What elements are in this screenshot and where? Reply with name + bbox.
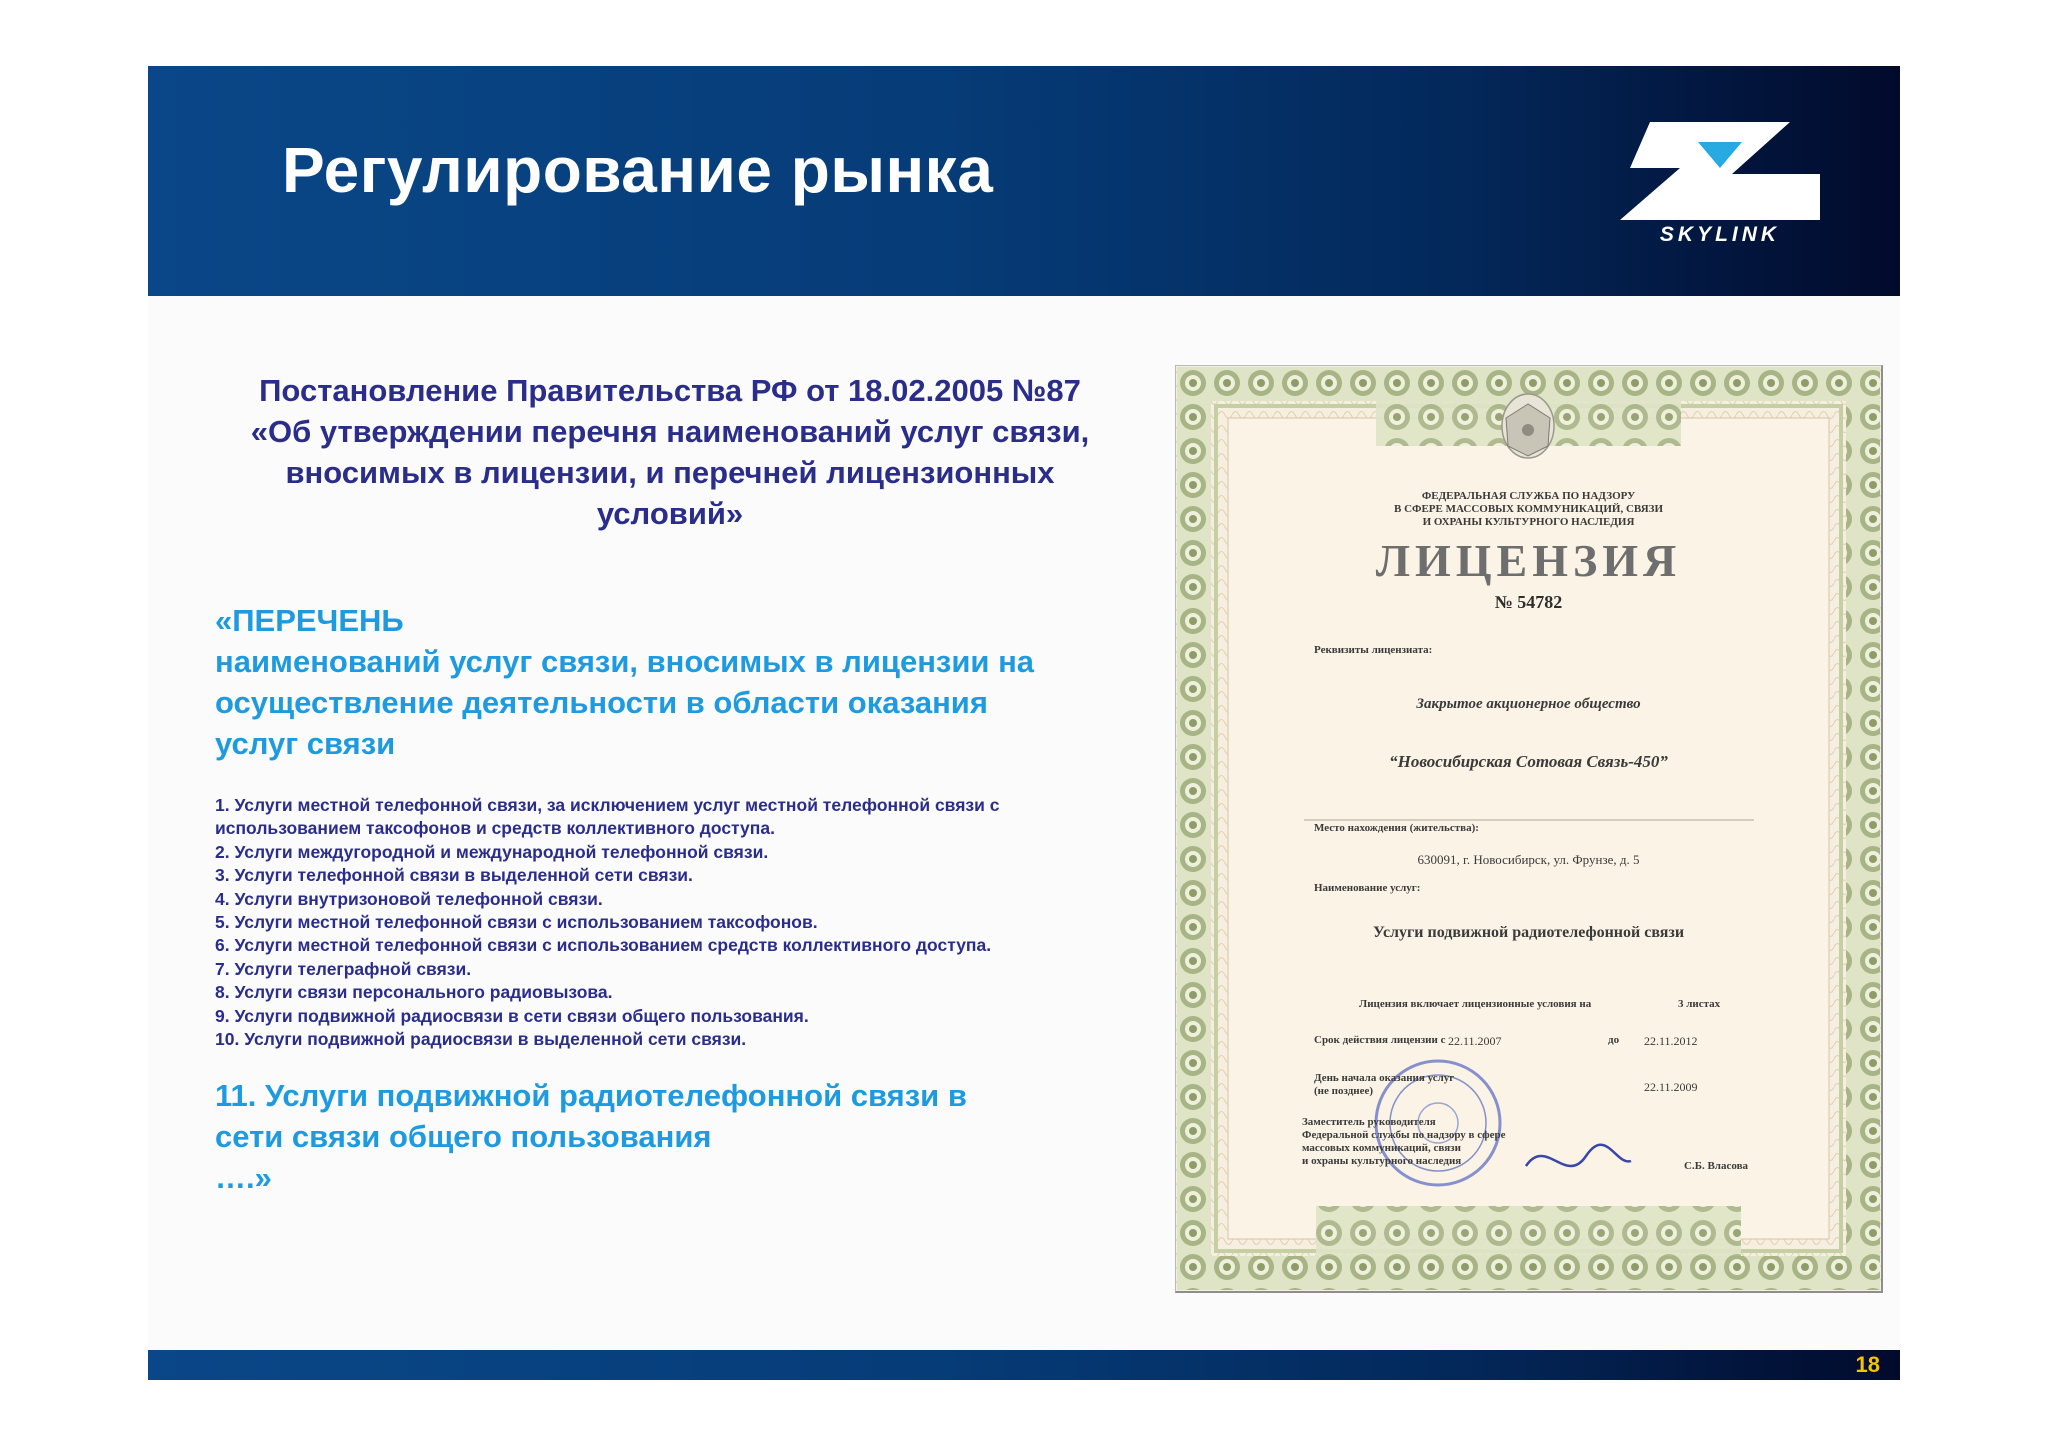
valid-from-date: 22.11.2007 bbox=[1448, 1034, 1502, 1048]
location-label: Место нахождения (жительства): bbox=[1314, 822, 1479, 834]
validity-label: Срок действия лицензии с bbox=[1314, 1034, 1446, 1046]
service-item: 10. Услуги подвижной радиосвязи в выделенной сети связи. bbox=[215, 1029, 747, 1050]
service-item: 8. Услуги связи персонального радиовызова. bbox=[215, 982, 613, 1003]
license-heading: ЛИЦЕНЗИЯ bbox=[1375, 535, 1682, 586]
perechen-heading bbox=[215, 600, 1155, 764]
service-item: 6. Услуги местной телефонной связи с использованием средств коллективного доступа. bbox=[215, 935, 992, 956]
perechen-line: осуществление деятельности в области оказания bbox=[215, 685, 988, 720]
license-agency-line: ФЕДЕРАЛЬНАЯ СЛУЖБА ПО НАДЗОРУ bbox=[1421, 490, 1636, 502]
service-item: 4. Услуги внутризоновой телефонной связи. bbox=[215, 888, 603, 909]
license-address: 630091, г. Новосибирск, ул. Фрунзе, д. 5 bbox=[1417, 852, 1640, 867]
valid-to-label: до bbox=[1608, 1034, 1620, 1046]
highlighted-service-line: ….» bbox=[215, 1160, 272, 1195]
decree-line: условий» bbox=[596, 496, 744, 531]
conditions-sheets: 3 листах bbox=[1678, 998, 1721, 1010]
logo-wordmark: SKYLINK bbox=[1659, 223, 1781, 246]
signatory-line: массовых коммуникаций, связи bbox=[1302, 1142, 1461, 1154]
slide-footer bbox=[148, 1350, 1900, 1380]
perechen-line: услуг связи bbox=[215, 726, 396, 761]
decree-line: Постановление Правительства РФ от 18.02.2005 №87 bbox=[259, 373, 1081, 408]
license-agency-line: И ОХРАНЫ КУЛЬТУРНОГО НАСЛЕДИЯ bbox=[1422, 516, 1635, 528]
highlighted-service bbox=[215, 1075, 1155, 1198]
signatory-line: и охраны культурного наследия bbox=[1302, 1155, 1462, 1167]
license-service: Услуги подвижной радиотелефонной связи bbox=[1372, 924, 1685, 941]
services-label: Наименование услуг: bbox=[1314, 882, 1421, 894]
skylink-logo bbox=[1620, 116, 1820, 246]
licensee-name: “Новосибирская Сотовая Связь-450” bbox=[1389, 752, 1668, 771]
service-item: 2. Услуги междугородной и международной телефонной связи. bbox=[215, 841, 769, 862]
perechen-line: «ПЕРЕЧЕНЬ bbox=[215, 603, 404, 638]
page-number: 18 bbox=[1855, 1352, 1880, 1377]
start-date: 22.11.2009 bbox=[1644, 1080, 1698, 1094]
service-item: 7. Услуги телеграфной связи. bbox=[215, 958, 472, 979]
start-date-label: (не позднее) bbox=[1314, 1085, 1374, 1097]
service-item: 1. Услуги местной телефонной связи, за исключением услуг местной телефонной связи с bbox=[215, 795, 1000, 815]
service-item: использованием таксофонов и средств коллективного доступа. bbox=[215, 818, 775, 839]
highlighted-service-line: сети связи общего пользования bbox=[215, 1119, 712, 1154]
decree-title bbox=[190, 370, 1150, 534]
signatory-line: Заместитель руководителя bbox=[1302, 1116, 1436, 1128]
valid-to-date: 22.11.2012 bbox=[1644, 1034, 1698, 1048]
license-document-image bbox=[1175, 365, 1883, 1293]
services-list bbox=[215, 794, 1155, 1051]
decree-line: «Об утверждении перечня наименований услуг связи, bbox=[250, 414, 1090, 449]
perechen-line: наименований услуг связи, вносимых в лицензии на bbox=[215, 644, 1035, 679]
skylink-logo-mark bbox=[1620, 116, 1820, 226]
licensee-type: Закрытое акционерное общество bbox=[1416, 696, 1641, 712]
decree-line: вносимых в лицензии, и перечней лицензионных bbox=[285, 455, 1055, 490]
signer-name: С.Б. Власова bbox=[1684, 1160, 1749, 1172]
service-item: 3. Услуги телефонной связи в выделенной сети связи. bbox=[215, 865, 693, 886]
license-number: № 54782 bbox=[1494, 592, 1563, 612]
slide-title: Регулирование рынка bbox=[282, 134, 994, 206]
licensee-label: Реквизиты лицензиата: bbox=[1314, 644, 1433, 656]
highlighted-service-line: 11. Услуги подвижной радиотелефонной связи в bbox=[215, 1078, 967, 1113]
start-date-label: День начала оказания услуг bbox=[1314, 1072, 1455, 1084]
coat-of-arms-icon bbox=[1502, 394, 1554, 458]
license-agency-line: В СФЕРЕ МАССОВЫХ КОММУНИКАЦИЙ, СВЯЗИ bbox=[1393, 503, 1663, 515]
conditions-text: Лицензия включает лицензионные условия на bbox=[1359, 998, 1592, 1010]
service-item: 9. Услуги подвижной радиосвязи в сети связи общего пользования. bbox=[215, 1005, 809, 1026]
service-item: 5. Услуги местной телефонной связи с использованием таксофонов. bbox=[215, 912, 818, 933]
signatory-line: Федеральной службы по надзору в сфере bbox=[1302, 1129, 1506, 1141]
slide-header bbox=[148, 66, 1900, 296]
